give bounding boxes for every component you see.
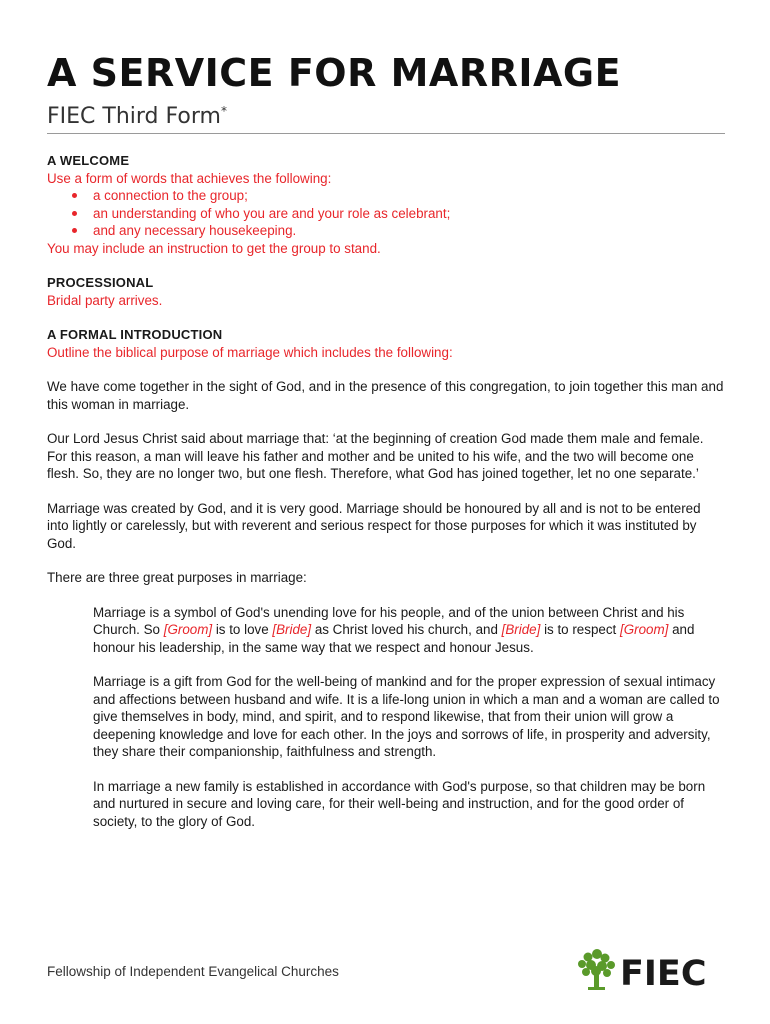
welcome-heading: A WELCOME — [47, 153, 130, 168]
introduction-paragraph-4: There are three great purposes in marriage: — [47, 570, 307, 585]
introduction-paragraph-1: We have come together in the sight of God, and in the presence of this congregation, to join together this man and this woman in marriage. — [47, 379, 724, 412]
bride-placeholder: [Bride] — [272, 622, 312, 637]
introduction-section — [47, 326, 725, 830]
introduction-heading: A FORMAL INTRODUCTION — [47, 327, 223, 342]
welcome-bullet-list — [47, 187, 725, 240]
welcome-intro: Use a form of words that achieves the following: — [47, 170, 332, 186]
welcome-note: You may include an instruction to get the group to stand. — [47, 240, 381, 256]
purpose-3: In marriage a new family is established in accordance with God's purpose, so that children may be born and nurtured in secure and loving care, for their well-being and instruction, and for the good order of society, to the glory of God. — [93, 778, 706, 829]
bride-placeholder: [Bride] — [501, 622, 541, 637]
groom-placeholder: [Groom] — [163, 622, 213, 637]
purpose-2: Marriage is a gift from God for the well-being of mankind and for the proper expression of sexual intimacy and affections between husband and wife. It is a life-long union in which a man and a woman are called to give themselves in body, mind, and spirit, and to respond likewise, that from their union will grow a deepening knowledge and love for each other. In the joys and sorrows of life, in prosperity and adversity, they share their companionship, faithfulness and strength. — [93, 674, 720, 759]
page-subtitle — [47, 96, 725, 134]
page-title: A SERVICE FOR MARRIAGE — [47, 51, 622, 95]
purpose-1-text: as Christ loved his church, and — [311, 622, 502, 637]
processional-heading: PROCESSIONAL — [47, 275, 154, 290]
fiec-logo — [574, 948, 719, 992]
welcome-section — [47, 152, 725, 257]
introduction-paragraph-3: Marriage was created by God, and it is very good. Marriage should be honoured by all and is not to be entered into lightly or carelessly, but with reverent and serious respect for those purposes for which it was instituted by God. — [47, 500, 701, 551]
subtitle-footnote-mark: * — [220, 104, 227, 118]
purpose-1-text: is to respect — [540, 622, 620, 637]
list-item: an understanding of who you are and your role as celebrant; — [47, 205, 725, 223]
purpose-1 — [47, 604, 725, 657]
groom-placeholder: [Groom] — [619, 622, 669, 637]
purpose-1-text: and honour his leadership, in the same way that we respect and honour Jesus. — [93, 622, 695, 655]
list-item: and any necessary housekeeping. — [47, 222, 725, 240]
tree-icon — [578, 949, 615, 990]
document-page — [47, 50, 725, 830]
processional-note: Bridal party arrives. — [47, 292, 163, 308]
list-item: a connection to the group; — [47, 187, 725, 205]
processional-section — [47, 274, 725, 309]
subtitle-text: FIEC Third Form — [47, 104, 221, 129]
purpose-1-text: is to love — [212, 622, 273, 637]
purpose-1-text: Marriage is a symbol of God's unending love for his people, and of the union between Christ and his Church. So — [93, 604, 685, 637]
introduction-paragraph-2: Our Lord Jesus Christ said about marriage that: ‘at the beginning of creation God made them male and female. For this reason, a man will leave his father and mother and be united to his wife, and the two will become one flesh. So, they are no longer two, but one flesh. Therefore, what God has joined together, let no one separate.’ — [47, 431, 704, 481]
introduction-note: Outline the biblical purpose of marriage which includes the following: — [47, 344, 453, 360]
footer-text: Fellowship of Independent Evangelical Churches — [47, 964, 339, 979]
logo-wordmark: FIEC — [620, 954, 707, 992]
